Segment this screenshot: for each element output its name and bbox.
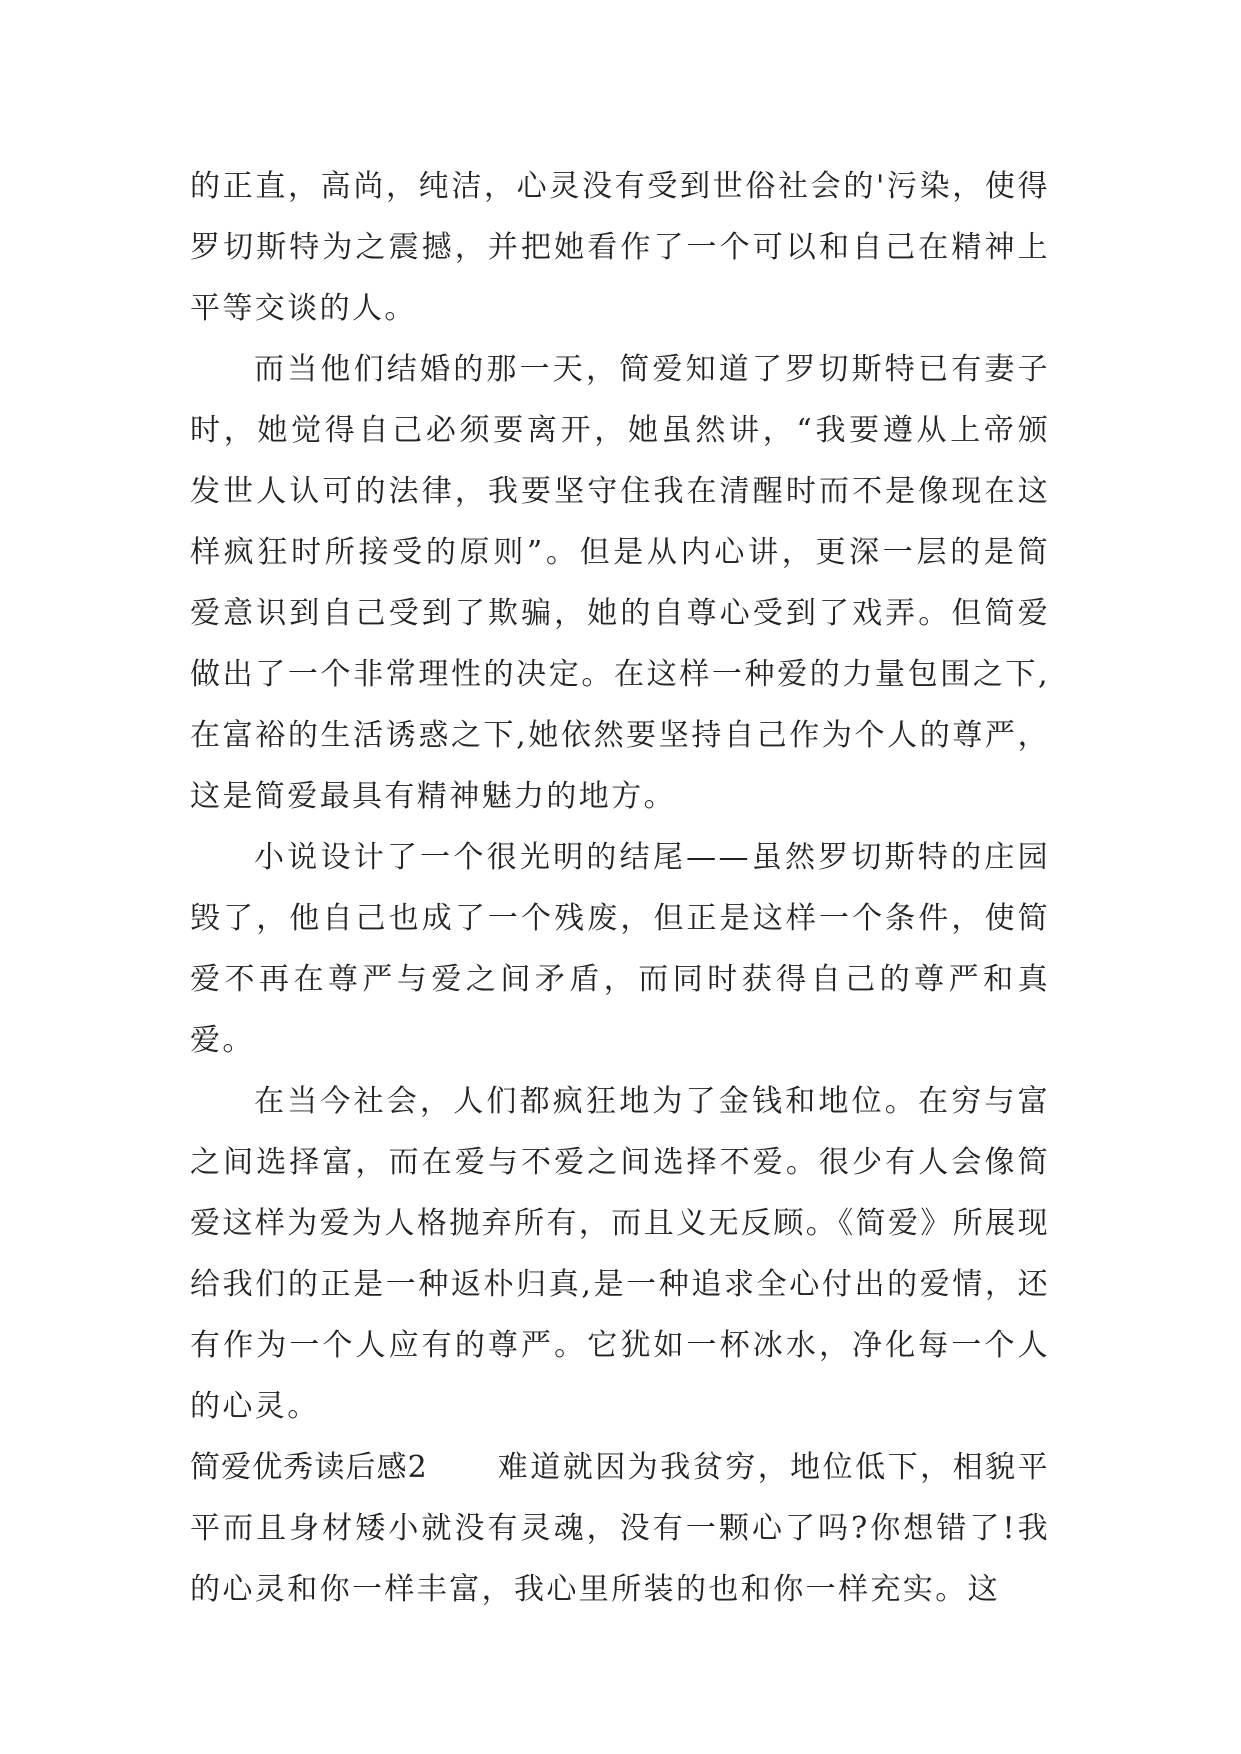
paragraph-4: 在当今社会，人们都疯狂地为了金钱和地位。在穷与富之间选择富，而在爱与不爱之间选择不爱。很少有人会像简爱这样为爱为人格抛弃所有，而且义无反顾。《简爱》所展现给我们的正是一种返朴归真,是一种追求全心付出的爱情，还有作为一个人应有的尊严。它犹如一杯冰水，净化每一个人的心灵。 bbox=[190, 1084, 1050, 1424]
paragraph-2: 而当他们结婚的那一天，简爱知道了罗切斯特已有妻子时，她觉得自己必须要离开，她虽然讲，“我要遵从上帝颁发世人认可的法律，我要坚守住我在清醒时而不是像现在这样疯狂时所接受的原则”。但是从内心讲，更深一层的是简爱意识到自己受到了欺骗，她的自尊心受到了戏弄。但简爱做出了一个非常理性的决定。在这样一种爱的力量包围之下,在富裕的生活诱惑之下,她依然要坚持自己作为个人的尊严，这是简爱最具有精神魅力的地方。 bbox=[190, 352, 1050, 814]
document-body bbox=[190, 156, 1050, 1620]
section-paragraph bbox=[190, 1437, 1050, 1620]
paragraph-3: 小说设计了一个很光明的结尾——虽然罗切斯特的庄园毁了，他自己也成了一个残废，但正是这样一个条件，使简爱不再在尊严与爱之间矛盾，而同时获得自己的尊严和真爱。 bbox=[190, 840, 1050, 1058]
section-text: 难道就因为我贫穷，地位低下，相貌平平而且身材矮小就没有灵魂，没有一颗心了吗?你想错了!我的心灵和你一样丰富，我心里所装的也和你一样充实。这 bbox=[190, 1450, 1050, 1607]
paragraph-1: 的正直，高尚，纯洁，心灵没有受到世俗社会的'污染，使得罗切斯特为之震撼，并把她看作了一个可以和自己在精神上平等交谈的人。 bbox=[190, 169, 1050, 326]
section-heading: 简爱优秀读后感2 bbox=[190, 1450, 428, 1485]
